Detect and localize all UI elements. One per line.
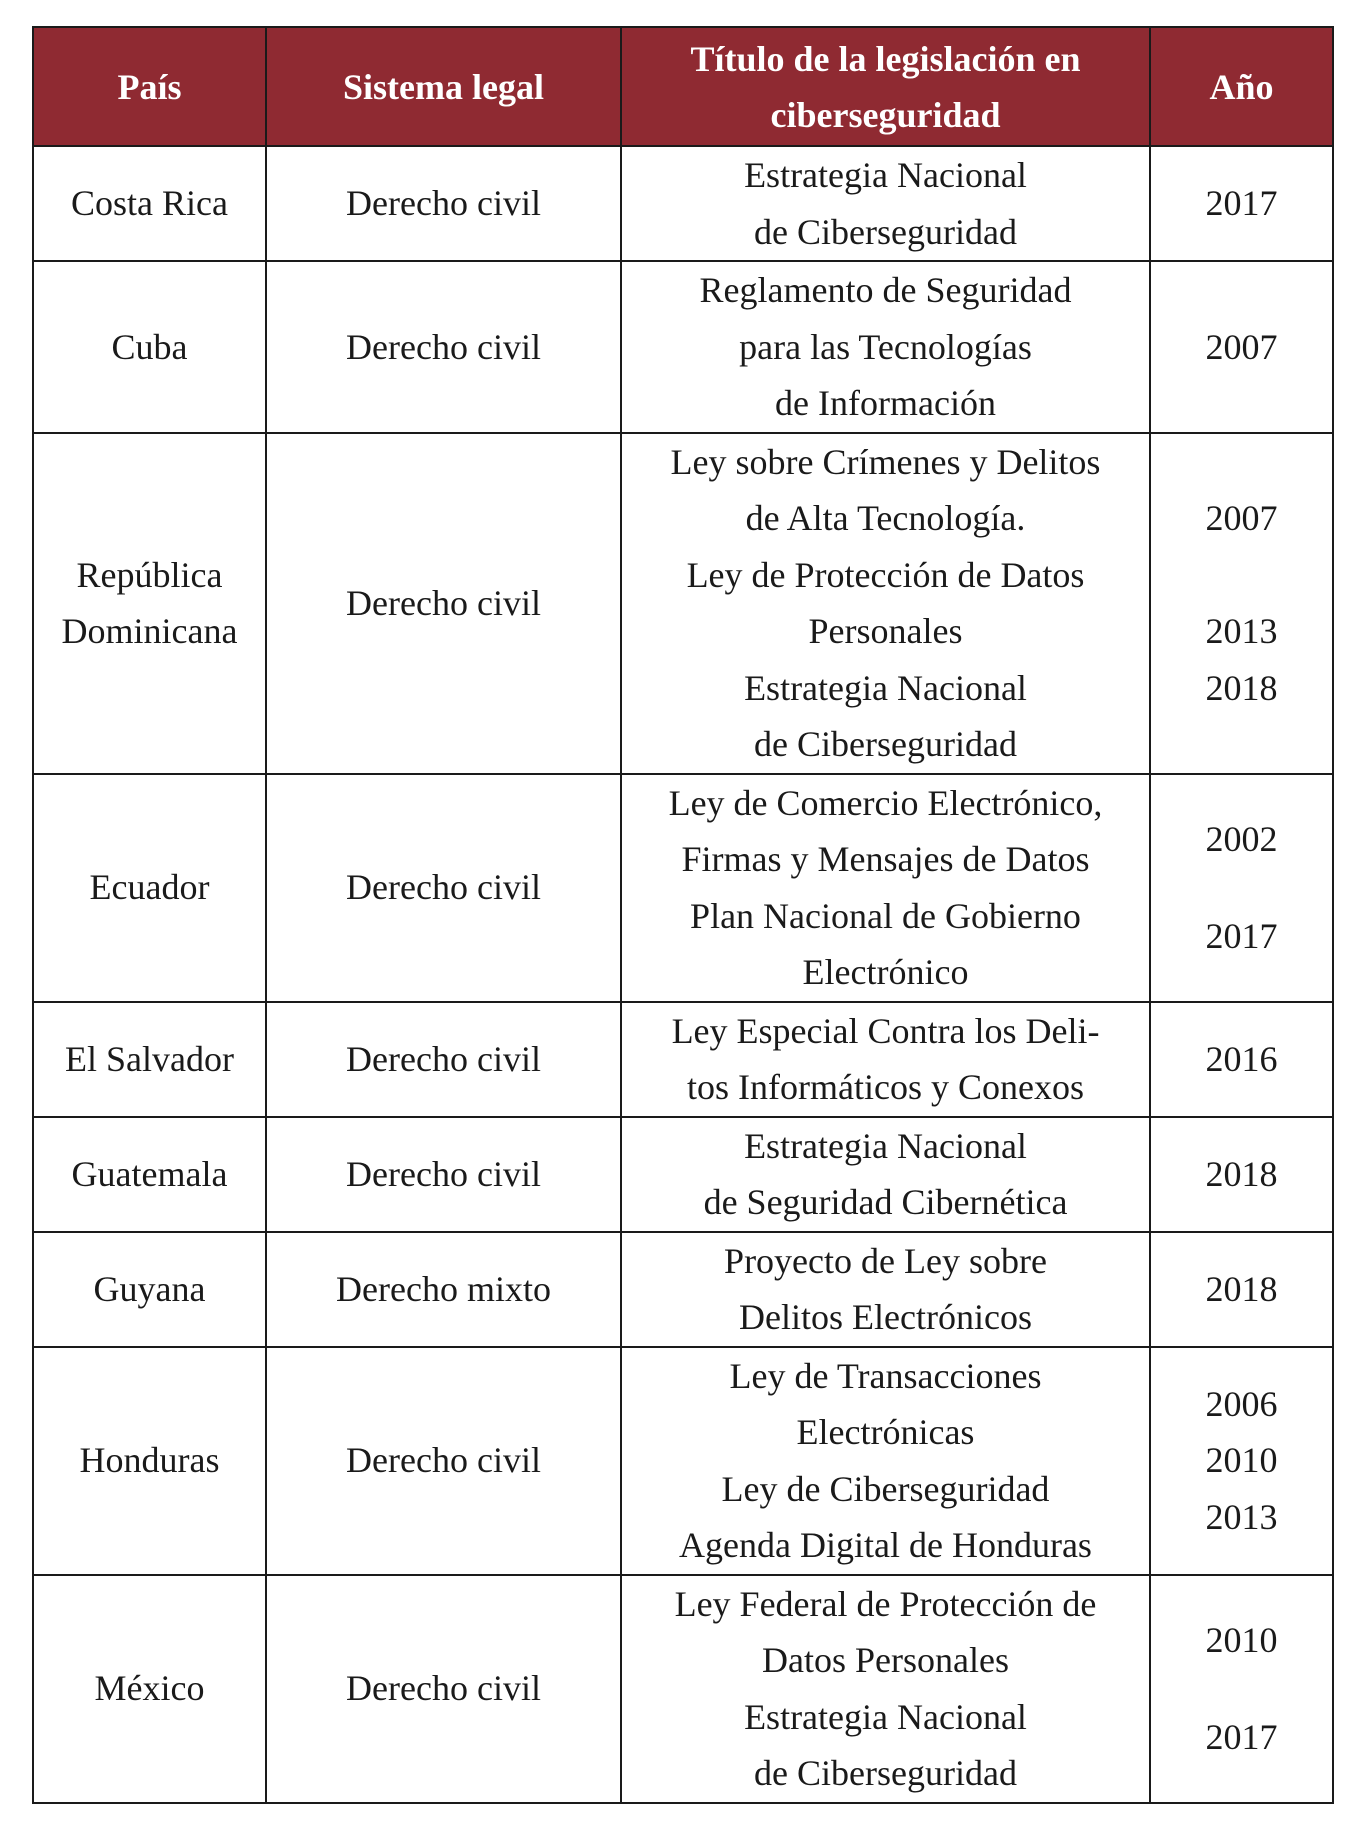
title-line: Ley de Transacciones	[729, 1355, 1042, 1396]
title-line: de Información	[775, 383, 996, 423]
title-line: de Ciberseguridad	[754, 724, 1017, 764]
year-value: 2007	[1205, 498, 1278, 538]
country-cell	[33, 146, 266, 261]
legal-system-value: Derecho civil	[346, 867, 541, 908]
country-name: Dominicana	[61, 611, 238, 651]
table-body	[33, 146, 1333, 1803]
country-name: El Salvador	[65, 1038, 234, 1079]
title-cell	[621, 1002, 1150, 1117]
title-line: Reglamento de Seguridad	[699, 270, 1072, 310]
table-header	[33, 27, 1333, 146]
header-year-label: Año	[1209, 66, 1274, 107]
legal-system-cell	[266, 261, 621, 433]
year-value: 2002	[1205, 819, 1278, 859]
title-line: Delitos Electrónicos	[739, 1297, 1032, 1337]
legal-system-cell	[266, 1232, 621, 1347]
title-line: Plan Nacional de Gobierno	[690, 895, 1081, 936]
title-line: Ley Especial Contra los Deli-	[671, 1010, 1100, 1051]
header-title	[621, 27, 1150, 146]
year-cell	[1150, 1575, 1333, 1803]
year-cell	[1150, 146, 1333, 261]
table-row	[33, 1347, 1333, 1575]
legal-system-cell	[266, 1347, 621, 1575]
country-name: Guyana	[93, 1268, 206, 1309]
title-line: Ley de Ciberseguridad	[721, 1468, 1050, 1509]
table-row	[33, 774, 1333, 1002]
legal-system-cell	[266, 774, 621, 1002]
title-line: Electrónicas	[796, 1412, 975, 1452]
title-line: de Seguridad Cibernética	[703, 1182, 1068, 1222]
header-legal-system	[266, 27, 621, 146]
year-value: 2010	[1205, 1620, 1278, 1660]
legal-system-value: Derecho civil	[346, 183, 541, 224]
legal-system-value: Derecho civil	[346, 1038, 541, 1079]
country-name: México	[94, 1668, 205, 1709]
legal-system-cell	[266, 433, 621, 774]
title-line: de Alta Tecnología.	[745, 498, 1026, 538]
legal-system-value: Derecho civil	[346, 1440, 541, 1481]
title-cell	[621, 146, 1150, 261]
legal-system-value: Derecho civil	[346, 1668, 541, 1709]
country-cell	[33, 1575, 266, 1803]
country-cell	[33, 433, 266, 774]
legal-system-value: Derecho mixto	[336, 1268, 551, 1309]
year-value: 2017	[1205, 183, 1278, 224]
year-value: 2017	[1205, 915, 1278, 956]
country-cell	[33, 774, 266, 1002]
header-year	[1150, 27, 1333, 146]
legal-system-cell	[266, 146, 621, 261]
title-cell	[621, 261, 1150, 433]
title-line: Estrategia Nacional	[744, 1125, 1027, 1166]
legal-system-value: Derecho civil	[346, 326, 541, 367]
title-line: Ley sobre Crímenes y Delitos	[670, 441, 1101, 482]
legal-system-cell	[266, 1002, 621, 1117]
year-spacer	[1159, 1669, 1324, 1709]
year-spacer	[1159, 868, 1324, 908]
table-row	[33, 146, 1333, 261]
year-cell	[1150, 433, 1333, 774]
title-line: Estrategia Nacional	[744, 667, 1027, 708]
legislation-table	[32, 26, 1334, 1804]
year-value: 2018	[1205, 1153, 1278, 1194]
header-legal-system-label: Sistema legal	[343, 66, 544, 107]
year-value: 2017	[1205, 1716, 1278, 1757]
table-row	[33, 261, 1333, 433]
title-line: Agenda Digital de Honduras	[679, 1525, 1092, 1565]
country-cell	[33, 1002, 266, 1117]
year-value: 2006	[1205, 1383, 1278, 1424]
table-row	[33, 433, 1333, 774]
year-cell	[1150, 1117, 1333, 1232]
year-cell	[1150, 1232, 1333, 1347]
header-row	[33, 27, 1333, 146]
legal-system-value: Derecho civil	[346, 1153, 541, 1194]
title-line: Ley de Comercio Electrónico,	[668, 782, 1103, 823]
title-line: Personales	[808, 611, 963, 651]
title-line: Ley de Protección de Datos	[686, 554, 1085, 595]
legal-system-cell	[266, 1117, 621, 1232]
title-line: Firmas y Mensajes de Datos	[681, 839, 1090, 879]
title-line: de Ciberseguridad	[754, 211, 1017, 252]
table-row	[33, 1232, 1333, 1347]
header-country	[33, 27, 266, 146]
title-line: Electrónico	[802, 952, 969, 992]
title-cell	[621, 774, 1150, 1002]
table-row	[33, 1002, 1333, 1117]
title-line: Estrategia Nacional	[744, 155, 1027, 195]
country-cell	[33, 1117, 266, 1232]
country-cell	[33, 1347, 266, 1575]
country-name: Guatemala	[71, 1153, 228, 1194]
year-value: 2016	[1205, 1038, 1278, 1079]
title-line: para las Tecnologías	[739, 326, 1032, 367]
title-cell	[621, 433, 1150, 774]
year-value: 2013	[1205, 611, 1278, 651]
year-value: 2013	[1205, 1496, 1278, 1537]
country-name: Ecuador	[89, 867, 210, 908]
country-name: Costa Rica	[71, 183, 228, 224]
title-line: Estrategia Nacional	[744, 1696, 1027, 1737]
title-cell	[621, 1232, 1150, 1347]
year-value: 2018	[1205, 1268, 1278, 1309]
table-row	[33, 1117, 1333, 1232]
title-line: tos Informáticos y Conexos	[687, 1067, 1084, 1107]
header-title-line: Título de la legislación en	[690, 38, 1081, 79]
legal-system-cell	[266, 1575, 621, 1803]
legal-system-value: Derecho civil	[346, 582, 541, 623]
country-name: Cuba	[111, 326, 188, 367]
country-cell	[33, 261, 266, 433]
header-title-line: ciberseguridad	[770, 94, 1001, 135]
title-cell	[621, 1117, 1150, 1232]
country-name: República	[76, 554, 223, 595]
year-cell	[1150, 261, 1333, 433]
title-line: Proyecto de Ley sobre	[724, 1240, 1047, 1281]
year-value: 2018	[1205, 667, 1278, 708]
year-value: 2010	[1205, 1440, 1278, 1481]
year-cell	[1150, 774, 1333, 1002]
year-value: 2007	[1205, 326, 1278, 367]
country-cell	[33, 1232, 266, 1347]
year-cell	[1150, 1347, 1333, 1575]
title-line: Ley Federal de Protección de	[674, 1583, 1097, 1624]
year-spacer	[1159, 547, 1324, 604]
title-line: de Ciberseguridad	[754, 1753, 1017, 1793]
year-cell	[1150, 1002, 1333, 1117]
title-cell	[621, 1575, 1150, 1803]
header-country-label: País	[117, 66, 182, 107]
table-row	[33, 1575, 1333, 1803]
title-cell	[621, 1347, 1150, 1575]
country-name: Honduras	[79, 1440, 220, 1481]
title-line: Datos Personales	[762, 1640, 1009, 1680]
